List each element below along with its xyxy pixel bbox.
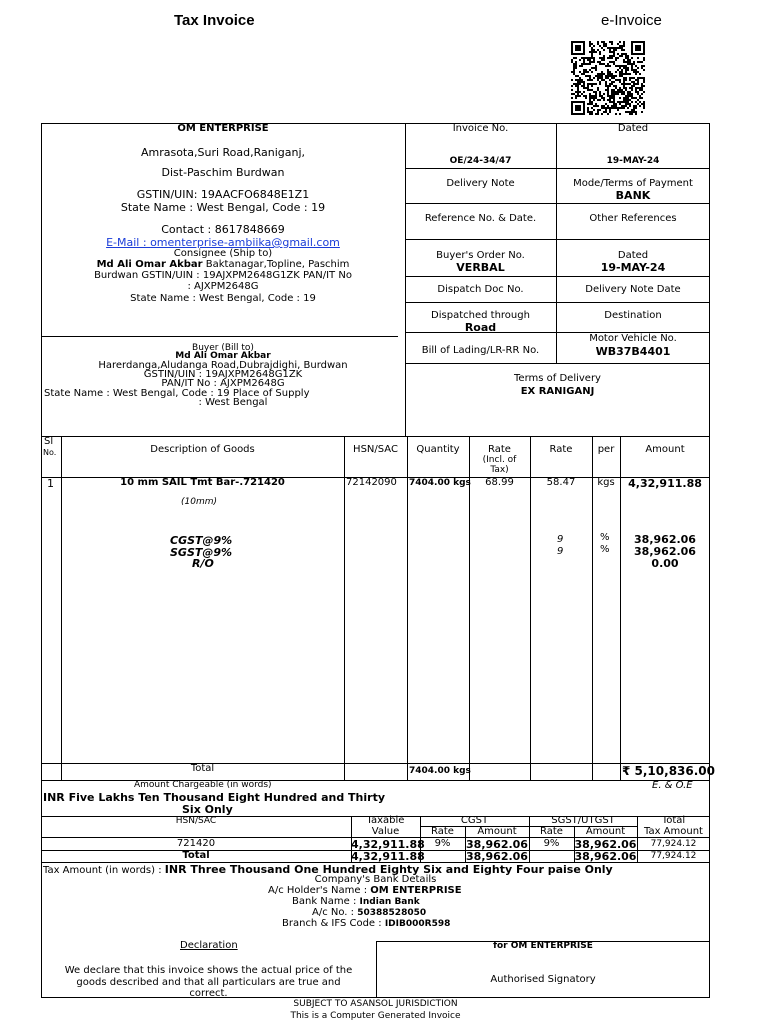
tax-sgst-per: %	[600, 544, 610, 555]
header-sl: Sl	[44, 436, 54, 447]
dispatch-doc-label: Dispatch Doc No.	[437, 284, 524, 295]
payment-mode: BANK	[615, 189, 651, 202]
delivery-note-date-label: Delivery Note Date	[585, 284, 681, 295]
signature-for: for OM ENTERPRISE	[493, 941, 593, 951]
buyer-heading: Buyer (Bill to)	[192, 343, 254, 353]
total-tax-label-2: Tax Amount	[644, 826, 703, 837]
divider	[405, 302, 710, 303]
divider	[405, 203, 710, 204]
footer-jurisdiction: SUBJECT TO ASANSOL JURISDICTION	[293, 999, 458, 1009]
terms-label: Terms of Delivery	[514, 373, 601, 384]
tax-row-cgst-amount: 38,962.06	[466, 838, 528, 851]
item-hsn: 72142090	[346, 477, 397, 488]
sgst-rate-label: Rate	[540, 826, 563, 837]
consignee-line-1	[41, 259, 405, 270]
header-per: per	[597, 444, 615, 455]
authorised-signatory: Authorised Signatory	[490, 974, 596, 985]
tax-row-hsn: 721420	[176, 838, 216, 849]
total-tax-label-1: Total	[661, 815, 686, 826]
divider	[405, 276, 710, 277]
tax-row-sgst-rate: 9%	[543, 838, 560, 849]
delivery-note-label: Delivery Note	[446, 178, 515, 189]
bank-holder-line	[268, 885, 462, 896]
items-total-qty: 7404.00 kgs	[409, 766, 471, 776]
tax-row-total: 77,924.12	[650, 839, 697, 849]
bank-name: Indian Bank	[359, 897, 420, 907]
taxable-label-2: Value	[371, 826, 400, 837]
buyers-order-no: VERBAL	[456, 261, 505, 274]
items-total-label: Total	[190, 763, 215, 774]
tax-words-label: Tax Amount (in words) :	[43, 865, 162, 876]
bank-ac-label: A/c No. :	[312, 907, 355, 918]
tax-cgst-rate: 9	[557, 534, 564, 545]
tax-sgst-amount: 38,962.06	[634, 545, 696, 558]
bank-name-line	[292, 896, 420, 907]
seller-address-1: Amrasota,Suri Road,Raniganj,	[140, 146, 306, 159]
bank-ac-line	[312, 907, 426, 918]
invoice-no-label: Invoice No.	[452, 123, 509, 134]
dated-label: Dated	[617, 123, 649, 134]
amount-words-label: Amount Chargeable (in words)	[134, 780, 272, 790]
bank-holder: OM ENTERPRISE	[370, 885, 462, 896]
bank-ac: 50388528050	[357, 908, 427, 918]
buyer-line-2: GSTIN/UIN : 19AJXPM2648G1ZK	[143, 369, 303, 380]
document-title: Tax Invoice	[174, 12, 255, 29]
items-table-top	[41, 436, 710, 437]
declaration-line-1: We declare that this invoice shows the actual price of the	[64, 965, 353, 976]
item-description: 10 mm SAIL Tmt Bar-.721420	[120, 477, 285, 488]
header-rate: Rate	[549, 444, 573, 455]
tax-sgst-rate: 9	[557, 546, 564, 557]
tax-row-taxable: 4,32,911.88	[351, 838, 425, 851]
consignee-address: Baktanagar,Topline, Paschim	[202, 259, 350, 270]
tax-sgst-name: SGST@9%	[170, 546, 233, 559]
divider	[41, 336, 398, 337]
header-no: No.	[43, 448, 57, 457]
vehicle-no: WB37B4401	[595, 345, 671, 358]
tax-cgst-per: %	[600, 532, 610, 543]
consignee-heading: Consignee (Ship to)	[173, 248, 273, 259]
seller-address-2: Dist-Paschim Burdwan	[161, 166, 285, 179]
invoice-no: OE/24-34/47	[449, 156, 512, 166]
amount-words-line-1: INR Five Lakhs Ten Thousand Eight Hundred and Thirty	[43, 791, 386, 804]
divider	[405, 168, 710, 169]
bank-ifs: IDIB000R598	[384, 919, 451, 929]
sgst-label: SGST/UTGST	[551, 815, 615, 826]
cgst-rate-label: Rate	[431, 826, 454, 837]
tax-row-cgst-rate: 9%	[434, 838, 451, 849]
seller-gstin: GSTIN/UIN: 19AACFO6848E1Z1	[136, 188, 310, 201]
tax-total-amount: 77,924.12	[650, 851, 697, 861]
item-per: kgs	[597, 477, 615, 488]
bill-of-lading-label: Bill of Lading/LR-RR No.	[421, 345, 540, 356]
item-rate-incl: 68.99	[485, 477, 514, 488]
header-description: Description of Goods	[150, 444, 255, 455]
cgst-label: CGST	[460, 815, 489, 826]
vehicle-label: Motor Vehicle No.	[589, 333, 677, 344]
seller-state: State Name : West Bengal, Code : 19	[120, 201, 326, 214]
item-subtext: (10mm)	[181, 497, 218, 507]
cgst-amount-label: Amount	[477, 826, 517, 837]
bank-holder-label: A/c Holder's Name :	[268, 885, 368, 896]
tax-total-sgst: 38,962.06	[574, 850, 637, 863]
seller-email-link[interactable]: omenterprise-ambiika@gmail.com	[150, 236, 340, 249]
item-quantity: 7404.00 kgs	[409, 478, 471, 488]
reference-label: Reference No. & Date.	[424, 213, 537, 224]
item-rate: 58.47	[546, 477, 576, 488]
tax-total-taxable: 4,32,911.88	[351, 850, 425, 863]
invoice-date: 19-MAY-24	[606, 156, 660, 166]
item-amount: 4,32,911.88	[628, 477, 702, 490]
tax-words-value: INR Three Thousand One Hundred Eighty Six and Eighty Four paise Only	[164, 863, 613, 876]
bank-ifs-label: Branch & IFS Code :	[282, 918, 382, 929]
consignee-line-2: Burdwan GSTIN/UIN : 19AJXPM2648G1ZK PAN/IT No	[94, 270, 352, 281]
consignee-line-3: : AJXPM2648G	[187, 281, 259, 292]
header-hsn: HSN/SAC	[353, 444, 398, 455]
declaration-line-2: goods described and that all particulars are true and	[76, 977, 341, 988]
header-rate-incl-3: Tax)	[490, 465, 509, 475]
payment-label: Mode/Terms of Payment	[573, 178, 693, 189]
item-sl: 1	[47, 477, 54, 490]
tax-cgst-name: CGST@9%	[170, 534, 233, 547]
other-references-label: Other References	[589, 213, 677, 224]
tax-cgst-amount: 38,962.06	[634, 533, 696, 546]
buyer-line-1: Harerdanga,Aludanga Road,Dubrajdighi, Burdwan	[98, 360, 348, 371]
header-rate-incl: Rate	[488, 444, 511, 455]
buyer-line-5: : West Bengal	[198, 397, 268, 408]
tax-total-label: Total	[182, 850, 210, 861]
bank-ifs-line	[282, 918, 450, 929]
buyer-line-3: PAN/IT No : AJXPM2648G	[161, 378, 285, 389]
tax-ro-amount: 0.00	[651, 557, 679, 570]
taxable-label-1: Taxable	[366, 815, 405, 826]
tax-row-sgst-amount: 38,962.06	[574, 838, 637, 851]
buyer-line-4: State Name : West Bengal, Code : 19 Place of Supply	[44, 388, 310, 399]
consignee-name: Md Ali Omar Akbar	[96, 259, 203, 270]
declaration-line-3: correct.	[189, 988, 228, 999]
tax-hsn-label: HSN/SAC	[175, 816, 217, 826]
bank-name-label: Bank Name :	[292, 896, 357, 907]
bank-heading: Company's Bank Details	[314, 874, 437, 885]
seller-email-label: E-Mail :	[106, 236, 151, 249]
eoe: E. & O.E	[652, 780, 693, 791]
divider	[405, 363, 710, 364]
order-dated: 19-MAY-24	[600, 261, 666, 274]
buyers-order-label: Buyer's Order No.	[436, 250, 525, 261]
sgst-amount-label: Amount	[585, 826, 626, 837]
divider	[405, 239, 710, 240]
col-line	[344, 436, 345, 780]
col-line	[407, 436, 408, 780]
destination-label: Destination	[604, 310, 662, 321]
seller-name: OM ENTERPRISE	[177, 123, 269, 134]
header-rate-incl-2: (Incl. of	[482, 455, 517, 465]
consignee-line-4: State Name : West Bengal, Code : 19	[130, 293, 316, 304]
qr-code-icon	[569, 41, 649, 115]
header-quantity: Quantity	[416, 444, 460, 455]
seller-contact: Contact : 8617848669	[161, 223, 285, 236]
buyer-name: Md Ali Omar Akbar	[175, 351, 271, 361]
header-amount: Amount	[645, 444, 685, 455]
dispatched-through: Road	[464, 321, 497, 334]
items-grand-total: ₹ 5,10,836.00	[622, 764, 715, 778]
einvoice-label: e-Invoice	[601, 12, 662, 29]
dispatched-through-label: Dispatched through	[431, 310, 530, 321]
tax-total-cgst: 38,962.06	[466, 850, 528, 863]
terms-of-delivery: EX RANIGANJ	[520, 386, 595, 397]
declaration-heading: Declaration	[180, 940, 238, 951]
order-dated-label: Dated	[617, 250, 649, 261]
tax-ro-name: R/O	[192, 557, 214, 570]
footer-generated: This is a Computer Generated Invoice	[290, 1011, 461, 1021]
amount-words-line-2: Six Only	[182, 803, 233, 816]
